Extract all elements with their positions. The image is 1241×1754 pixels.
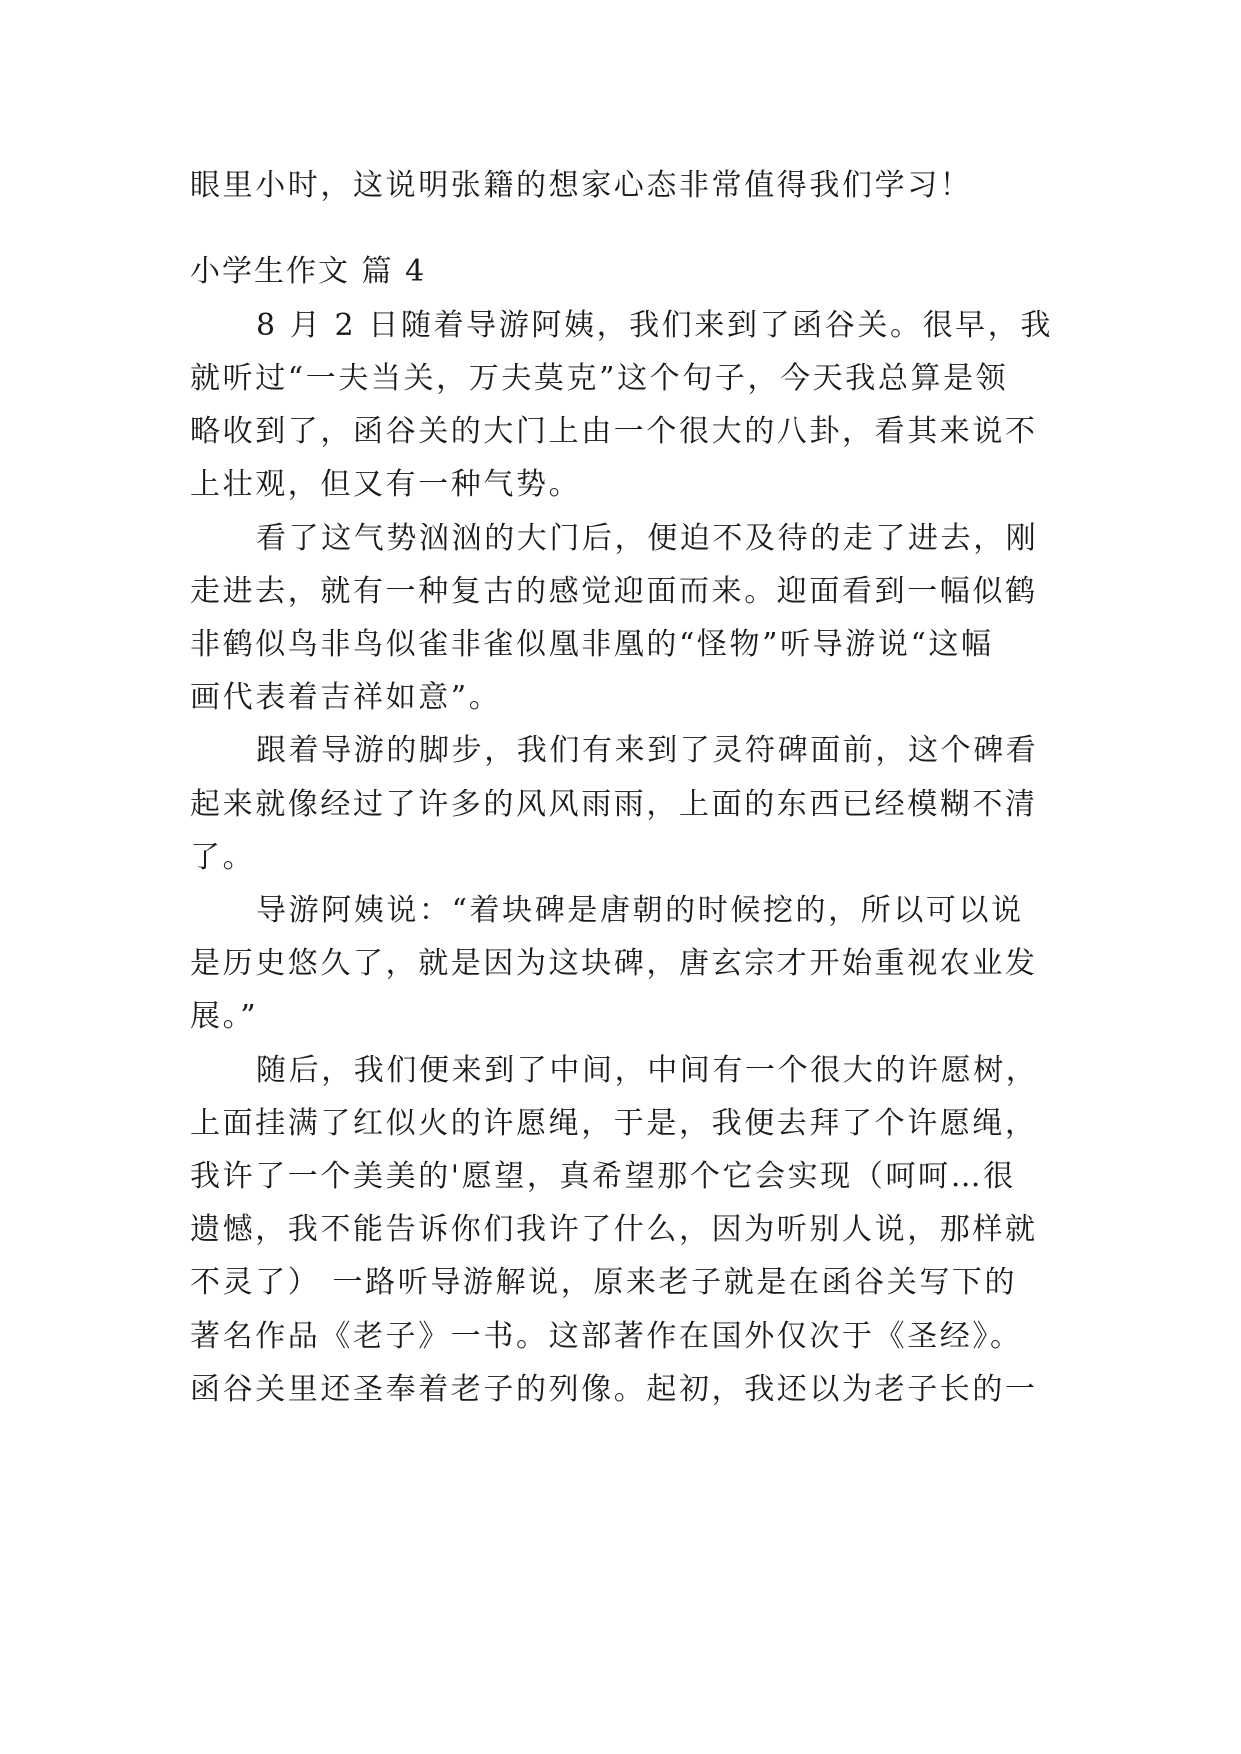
text-line: 跟着导游的脚步，我们有来到了灵符碑面前，这个碑看: [256, 733, 1039, 768]
text-line: 不灵了） 一路听导游解说，原来老子就是在函谷关写下的: [190, 1265, 1018, 1300]
text-line: 展。”: [190, 999, 259, 1034]
text-line: 上壮观，但又有一种气势。: [190, 467, 582, 502]
text-line: 导游阿姨说：“着块碑是唐朝的时候挖的，所以可以说: [256, 893, 1024, 928]
text-line: 画代表着吉祥如意”。: [190, 680, 502, 715]
text-line: 了。: [190, 840, 256, 875]
text-line: 随后，我们便来到了中间，中间有一个很大的许愿树，: [256, 1053, 1039, 1088]
text-line: 走进去，就有一种复古的感觉迎面而来。迎面看到一幅似鹤: [190, 574, 1038, 609]
paragraph-tail-line: 眼里小时，这说明张籍的想家心态非常值得我们学习！: [190, 168, 973, 203]
text-line: 起来就像经过了许多的风风雨雨，上面的东西已经模糊不清: [190, 787, 1038, 822]
text-line: 8 月 2 日随着导游阿姨，我们来到了函谷关。很早，我: [256, 308, 1053, 343]
text-line: 略收到了，函谷关的大门上由一个很大的八卦，看其来说不: [190, 414, 1038, 449]
text-line: 著名作品《老子》一书。这部著作在国外仅次于《圣经》。: [190, 1319, 1023, 1354]
text-line: 上面挂满了红似火的许愿绳，于是，我便去拜了个许愿绳，: [190, 1106, 1038, 1141]
text-line: 是历史悠久了，就是因为这块碑，唐玄宗才开始重视农业发: [190, 946, 1038, 981]
text-line: 非鹤似鸟非鸟似雀非雀似凰非凰的“怪物”听导游说“这幅: [190, 627, 994, 662]
text-line: 就听过“一夫当关，万夫莫克”这个句子，今天我总算是领: [190, 361, 1009, 396]
text-line: 看了这气势汹汹的大门后，便迫不及待的走了进去，刚: [256, 521, 1039, 556]
text-line: 我许了一个美美的'愿望，真希望那个它会实现（呵呵…很: [190, 1159, 1016, 1194]
section-heading: 小学生作文 篇 4: [190, 254, 427, 289]
text-line: 遗憾，我不能告诉你们我许了什么，因为听别人说，那样就: [190, 1212, 1038, 1247]
text-line: 函谷关里还圣奉着老子的列像。起初，我还以为老子长的一: [190, 1372, 1038, 1407]
